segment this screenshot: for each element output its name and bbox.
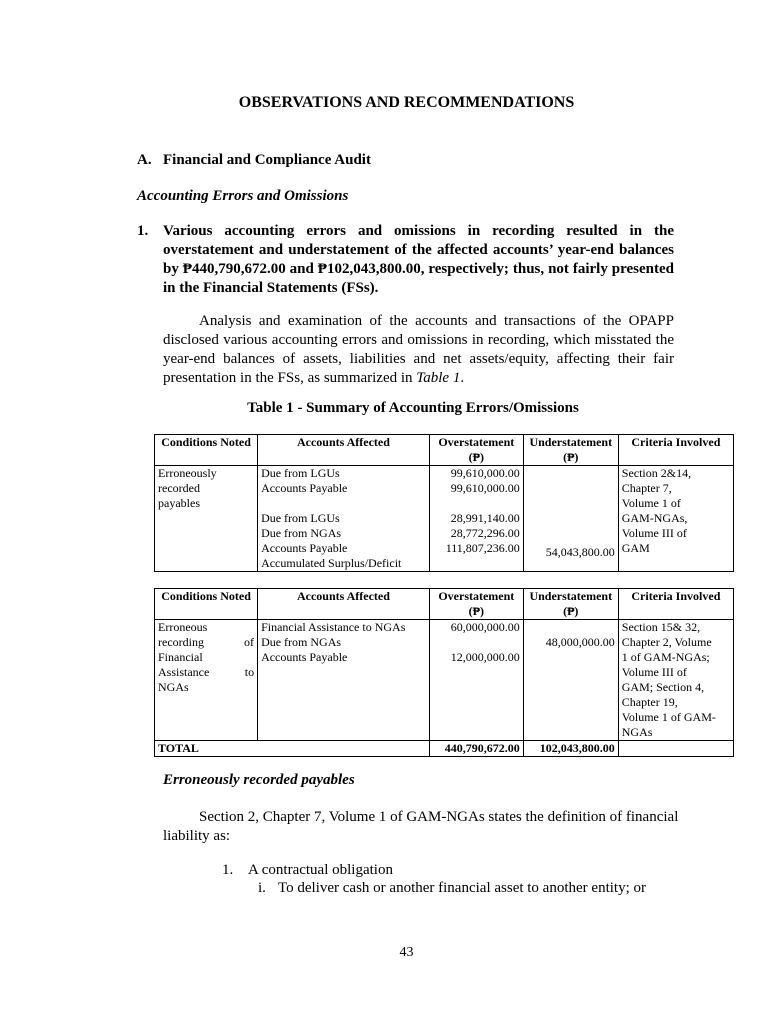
- table-header-row: [155, 589, 734, 620]
- list-text: A contractual obligation: [248, 862, 393, 878]
- condition-line: Erroneous: [158, 620, 208, 634]
- account-line: Due from LGUs: [261, 511, 340, 525]
- total-criteria-empty: [618, 741, 733, 757]
- summary-table-1: [154, 434, 734, 572]
- understatement-cell: [523, 620, 618, 741]
- criteria-line: GAM: [621, 541, 650, 555]
- table-reference: Table 1: [416, 370, 461, 386]
- total-label: TOTAL: [155, 741, 430, 757]
- header-conditions: Conditions Noted: [155, 589, 258, 620]
- finding-text: Various accounting errors and omissions in recording resulted in the overstatement and understatement of the affected accounts’ year-end balances by ₱440,790,672.00 and ₱102,043,800.00, respectively; thus, not fairly presented in the Financial Statements (FSs).: [163, 223, 674, 296]
- table-row: [155, 466, 734, 572]
- accounts-cell: [258, 466, 430, 572]
- condition-line: recording of: [158, 635, 255, 649]
- criteria-line: Chapter 2, Volume: [621, 635, 712, 649]
- finding-1: [137, 222, 674, 298]
- sub-list-text: To deliver cash or another financial asset to another entity; or: [278, 880, 646, 896]
- condition-line: Assistance to: [158, 665, 255, 679]
- criteria-line: 1 of GAM-NGAs;: [621, 650, 710, 664]
- criteria-line: NGAs: [621, 725, 653, 739]
- account-line: Accounts Payable: [261, 650, 348, 664]
- account-line: Accounts Payable: [261, 481, 348, 495]
- criteria-line: Volume III of: [621, 526, 687, 540]
- table-caption-bold: Table 1: [247, 400, 294, 416]
- header-criteria: Criteria Involved: [618, 589, 733, 620]
- list-number: 1.: [222, 862, 234, 878]
- list-item: [222, 862, 393, 879]
- account-line: Accumulated Surplus/Deficit: [261, 556, 402, 570]
- criteria-line: Volume 1 of GAM-: [621, 710, 716, 724]
- subheading: Accounting Errors and Omissions: [137, 188, 349, 204]
- sub-list-item: [258, 880, 646, 897]
- criteria-line: Chapter 19,: [621, 695, 678, 709]
- header-overstatement: Overstatement (₱): [429, 589, 523, 620]
- account-line: Financial Assistance to NGAs: [261, 620, 406, 634]
- page-title: OBSERVATIONS AND RECOMMENDATIONS: [238, 94, 575, 111]
- paragraph-definition: Section 2, Chapter 7, Volume 1 of GAM-NGAs states the definition of financial liability as:: [163, 809, 679, 844]
- section-heading: [137, 152, 371, 169]
- table-header-row: [155, 435, 734, 466]
- account-line: Due from NGAs: [261, 526, 342, 540]
- subsection-heading: Erroneously recorded payables: [163, 772, 355, 788]
- condition-cell: [155, 620, 258, 741]
- condition-line: NGAs: [158, 680, 189, 694]
- amount: 12,000,000.00: [450, 650, 520, 664]
- paragraph-analysis-end: .: [460, 370, 465, 386]
- header-accounts: Accounts Affected: [258, 589, 430, 620]
- table-caption-rest: - Summary of Accounting Errors/Omissions: [293, 400, 579, 416]
- condition-text: Erroneously recorded payables: [158, 466, 217, 510]
- amount: 54,043,800.00: [545, 545, 615, 559]
- table-caption: [0, 400, 768, 417]
- criteria-cell: [618, 466, 733, 572]
- amount: 60,000,000.00: [450, 620, 520, 634]
- header-accounts: Accounts Affected: [258, 435, 430, 466]
- amount: 99,610,000.00: [450, 466, 520, 480]
- criteria-line: GAM-NGAs,: [621, 511, 688, 525]
- paragraph-analysis: [163, 312, 674, 388]
- criteria-cell: [618, 620, 733, 741]
- total-understatement: 102,043,800.00: [523, 741, 618, 757]
- header-conditions: Conditions Noted: [155, 435, 258, 466]
- criteria-line: Section 15& 32,: [621, 620, 701, 634]
- amount: 111,807,236.00: [445, 541, 520, 555]
- header-understatement: Understatement (₱): [523, 435, 618, 466]
- criteria-line: Chapter 7,: [621, 481, 672, 495]
- sub-list-number: i.: [258, 880, 266, 896]
- criteria-line: Volume III of: [621, 665, 687, 679]
- account-line: Accounts Payable: [261, 541, 348, 555]
- amount: 48,000,000.00: [545, 635, 615, 649]
- paragraph-analysis-text: Analysis and examination of the accounts and transactions of the OPAPP disclosed various accounting errors and omissions in recording, which misstated the year-end balances of assets, liabilities and net assets/equity, affecting their fair presentation in the FSs, as summarized in: [163, 313, 674, 386]
- amount: 99,610,000.00: [450, 481, 520, 495]
- criteria-line: Section 2&14,: [621, 466, 692, 480]
- accounts-cell: [258, 620, 430, 741]
- account-line: Due from LGUs: [261, 466, 340, 480]
- section-label: A.: [137, 152, 152, 168]
- table-row: [155, 620, 734, 741]
- amount: 28,772,296.00: [450, 526, 520, 540]
- condition-line: Financial: [158, 650, 203, 664]
- section-text: Financial and Compliance Audit: [163, 152, 371, 168]
- header-criteria: Criteria Involved: [618, 435, 733, 466]
- condition-cell: [155, 466, 258, 572]
- overstatement-cell: [429, 620, 523, 741]
- amount: 28,991,140.00: [450, 511, 520, 525]
- account-line: Due from NGAs: [261, 635, 342, 649]
- header-overstatement: Overstatement (₱): [429, 435, 523, 466]
- overstatement-cell: [429, 466, 523, 572]
- total-row: [155, 741, 734, 757]
- summary-table-2: [154, 588, 734, 757]
- finding-number: 1.: [137, 223, 149, 239]
- page-number: 43: [399, 945, 414, 960]
- header-understatement: Understatement (₱): [523, 589, 618, 620]
- total-overstatement: 440,790,672.00: [429, 741, 523, 757]
- understatement-cell: [523, 466, 618, 572]
- criteria-line: Volume 1 of: [621, 496, 681, 510]
- criteria-line: GAM; Section 4,: [621, 680, 705, 694]
